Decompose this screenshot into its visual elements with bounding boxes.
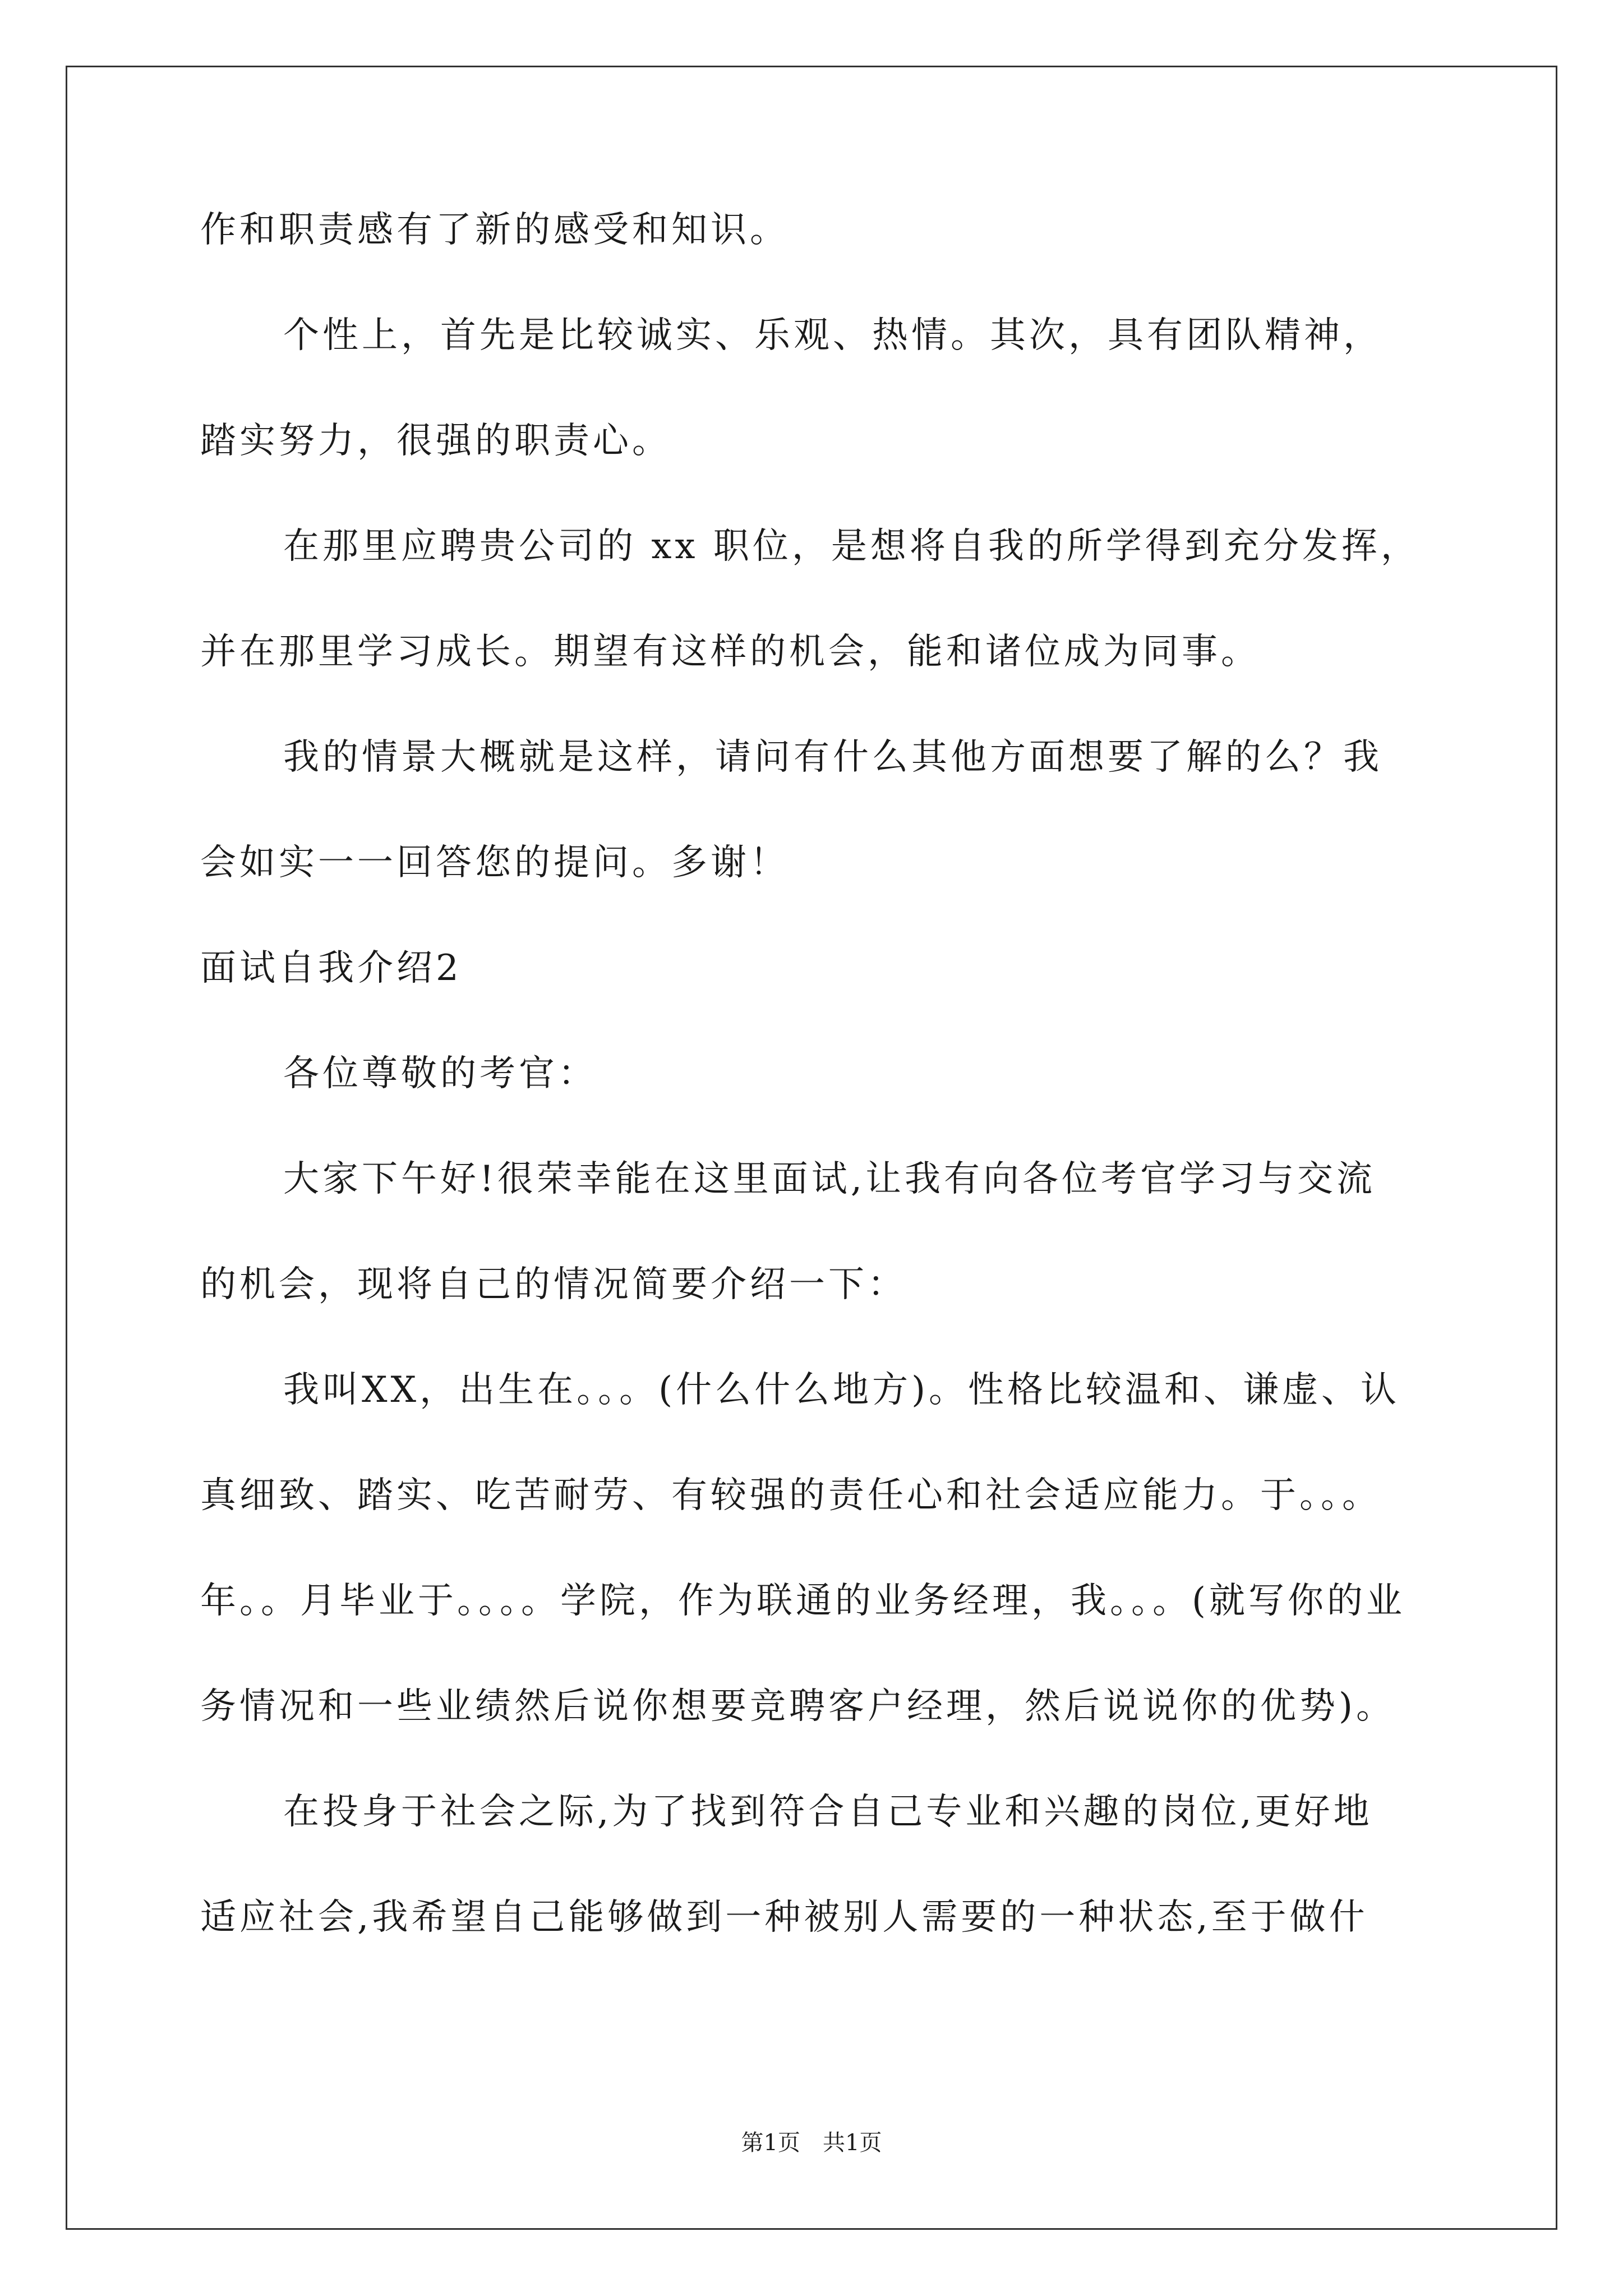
- text-line: 真细致、踏实、吃苦耐劳、有较强的责任心和社会适应能力。于。。。: [200, 1475, 1381, 1516]
- text-line: 在那里应聘贵公司的 xx 职位，是想将自我的所学得到充分发挥，: [283, 526, 1420, 567]
- text-line: 在投身于社会之际,为了找到符合自己专业和兴趣的岗位,更好地: [283, 1791, 1373, 1833]
- text-line: 个性上，首先是比较诚实、乐观、热情。其次，具有团队精神，: [283, 315, 1382, 356]
- text-line: 作和职责感有了新的感受和知识。: [200, 209, 789, 251]
- text-line: 并在那里学习成长。期望有这样的机会，能和诸位成为同事。: [200, 631, 1260, 673]
- text-line: 踏实努力，很强的职责心。: [200, 420, 671, 462]
- text-line: 大家下午好!很荣幸能在这里面试,让我有向各位考官学习与交流: [283, 1158, 1376, 1200]
- text-line: 的机会，现将自己的情况简要介绍一下：: [200, 1264, 907, 1305]
- page-number: 第1页: [741, 2130, 800, 2156]
- text-line: 年。。月毕业于。。。。学院，作为联通的业务经理，我。。。(就写你的业: [200, 1580, 1405, 1622]
- page-total: 共1页: [823, 2130, 882, 2156]
- salutation: 各位尊敬的考官：: [283, 1053, 597, 1094]
- text-line: 我叫XX，出生在。。。(什么什么地方)。性格比较温和、谦虚、认: [283, 1369, 1400, 1411]
- text-line: 我的情景大概就是这样，请问有什么其他方面想要了解的么？我: [283, 737, 1382, 778]
- text-line: 适应社会,我希望自己能够做到一种被别人需要的一种状态,至于做什: [200, 1897, 1368, 1938]
- text-line: 务情况和一些业绩然后说你想要竞聘客户经理，然后说说你的优势)。: [200, 1686, 1395, 1727]
- section-heading: 面试自我介绍2: [200, 947, 462, 989]
- text-line: 会如实一一回答您的提问。多谢！: [200, 842, 789, 884]
- page-footer: [0, 2126, 1623, 2160]
